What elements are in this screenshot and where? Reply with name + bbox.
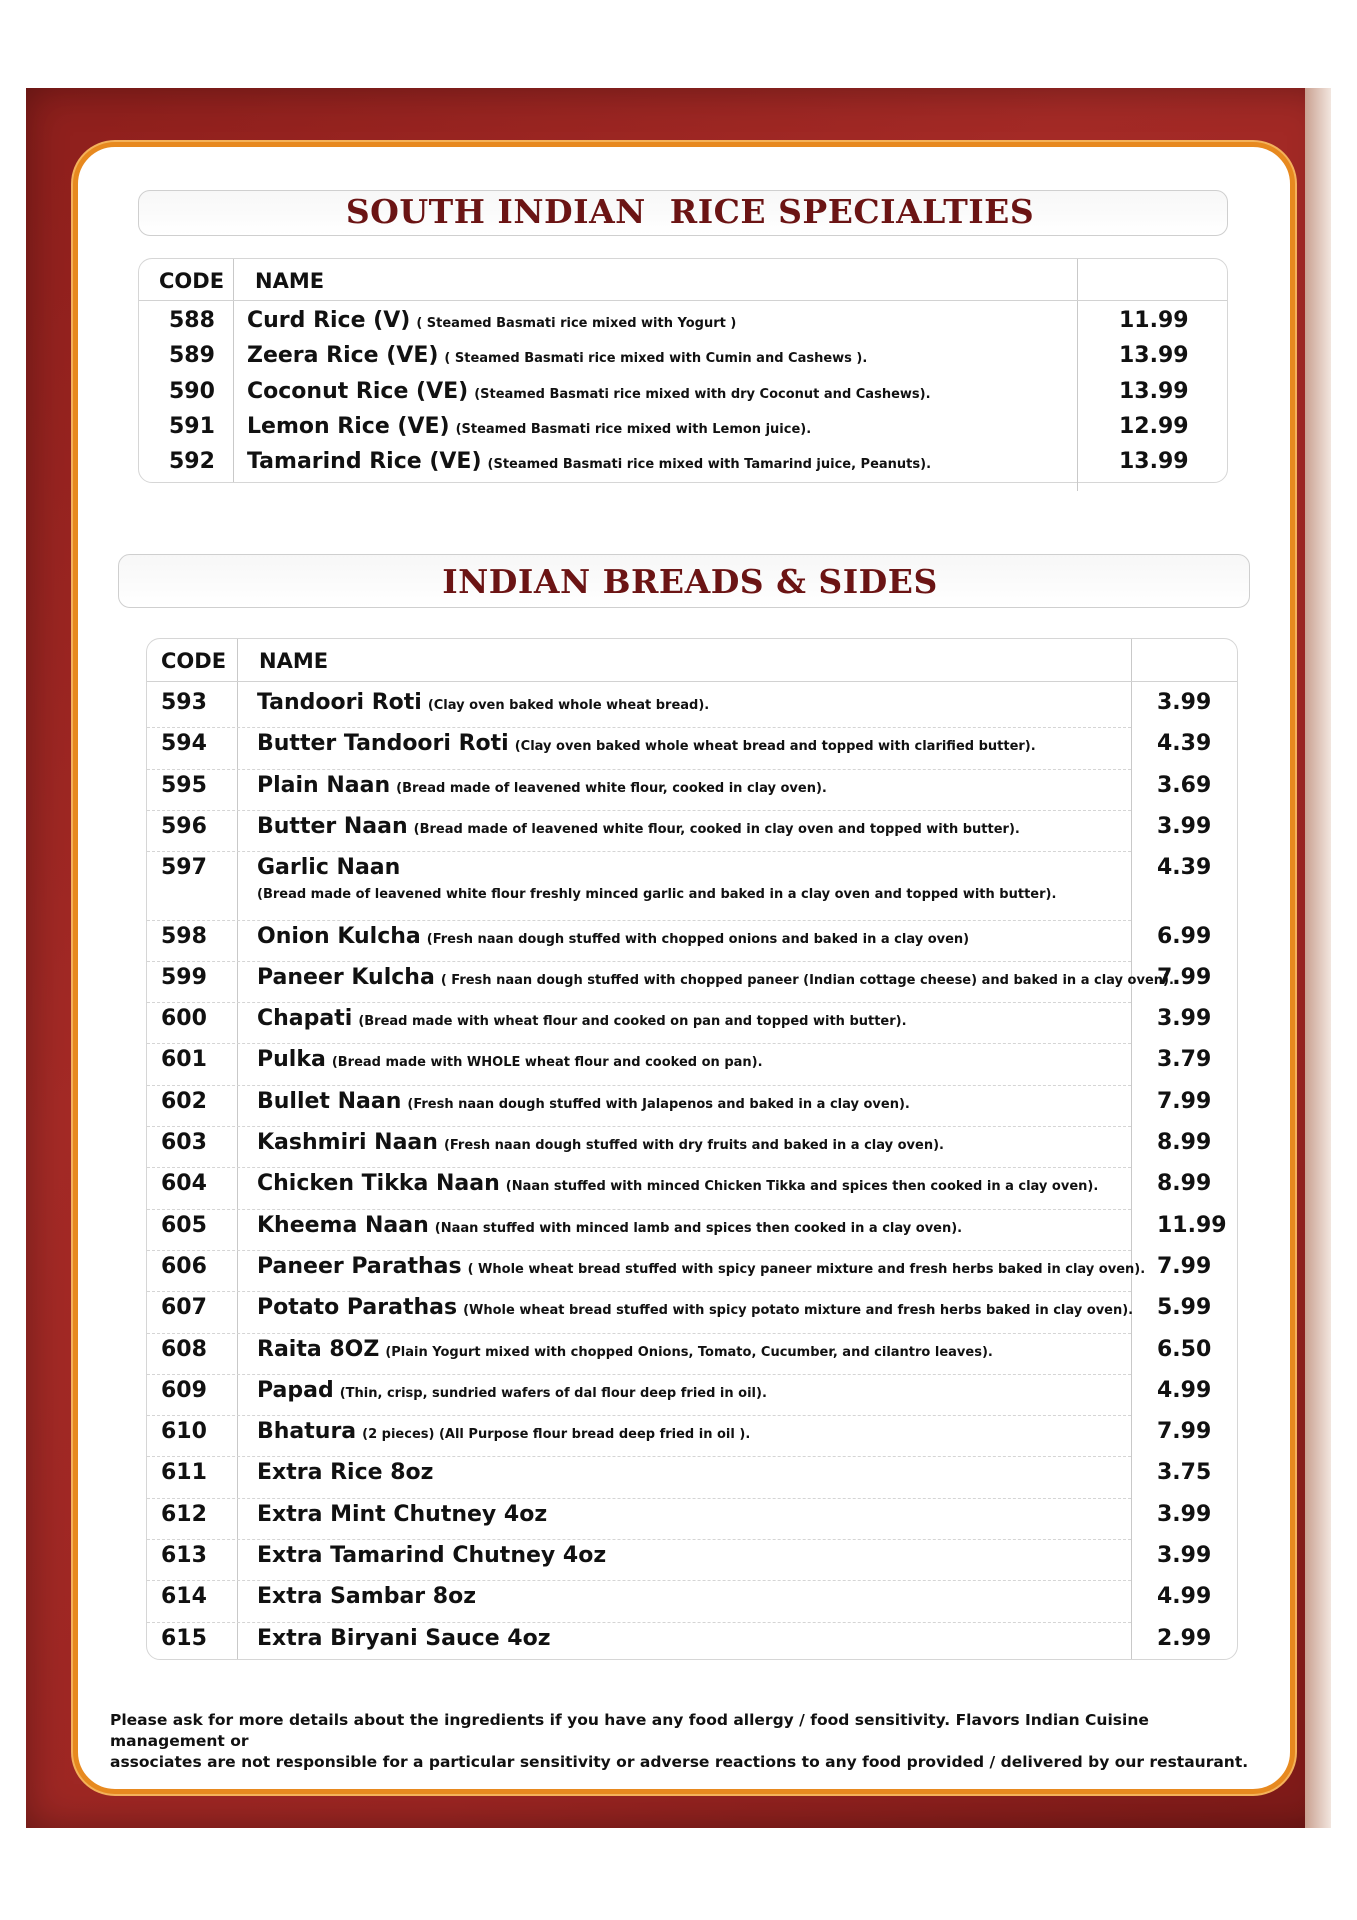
- rice-row-592: [139, 449, 1227, 483]
- item-price: 3.99: [1157, 690, 1212, 715]
- bread-row-603: [147, 1130, 1237, 1164]
- item-name-wrap: [257, 1543, 606, 1568]
- item-price: 12.99: [1119, 413, 1189, 439]
- item-price: 3.99: [1157, 1543, 1212, 1568]
- item-price: 7.99: [1157, 1419, 1212, 1445]
- item-price: 6.99: [1157, 923, 1212, 949]
- bread-row-612: [147, 1502, 1237, 1536]
- item-name: Kashmiri Naan: [257, 1130, 438, 1155]
- item-code: 615: [161, 1625, 207, 1651]
- item-code: 614: [161, 1584, 207, 1610]
- item-code: 593: [161, 690, 207, 715]
- item-price: 4.99: [1157, 1584, 1212, 1610]
- item-description: (Bread made with WHOLE wheat flour and cooked on pan).: [331, 1055, 763, 1071]
- item-code: 590: [169, 378, 215, 404]
- item-description: (Whole wheat bread stuffed with spicy potato mixture and fresh herbs baked in clay oven).: [463, 1303, 1134, 1319]
- rice-table: [138, 258, 1228, 483]
- item-description: (Fresh naan dough stuffed with Jalapenos and baked in a clay oven).: [407, 1096, 910, 1112]
- item-price: 4.99: [1157, 1377, 1212, 1403]
- row-separator: [147, 727, 1131, 728]
- item-name: Tandoori Roti: [257, 690, 422, 715]
- rice-header-line: [139, 300, 1227, 301]
- item-name-wrap: [257, 1378, 767, 1403]
- item-code: 588: [169, 308, 215, 333]
- bread-table: [146, 638, 1238, 1660]
- item-description: (Bread made with wheat flour and cooked on pan and topped with butter).: [358, 1014, 907, 1030]
- item-name-wrap: [257, 1171, 1098, 1196]
- item-code: 606: [161, 1253, 207, 1279]
- item-name-wrap: [247, 308, 736, 333]
- row-separator: [147, 1580, 1131, 1581]
- bread-row-607: [147, 1295, 1237, 1329]
- row-separator: [147, 1167, 1131, 1168]
- item-name: Potato Parathas: [257, 1295, 458, 1321]
- item-code: 600: [161, 1006, 207, 1032]
- row-separator: [147, 769, 1131, 770]
- item-name-wrap: [257, 690, 709, 715]
- item-price: 3.79: [1157, 1047, 1212, 1073]
- item-description: ( Whole wheat bread stuffed with spicy paneer mixture and fresh herbs baked in clay oven).: [467, 1261, 1146, 1277]
- item-name: Curd Rice (V): [247, 308, 411, 333]
- rice-row-589: [139, 343, 1227, 377]
- bread-header-name: NAME: [259, 649, 329, 673]
- item-code: 595: [161, 772, 207, 798]
- item-code: 602: [161, 1088, 207, 1114]
- item-name-wrap: [257, 1337, 993, 1362]
- bread-row-609: [147, 1378, 1237, 1412]
- item-name: Paneer Parathas: [257, 1253, 462, 1279]
- item-name: Lemon Rice (VE): [247, 413, 450, 439]
- item-name: Plain Naan: [257, 772, 391, 798]
- row-separator: [147, 1333, 1131, 1334]
- bread-row-613: [147, 1543, 1237, 1577]
- item-name: Chicken Tikka Naan: [257, 1171, 500, 1197]
- item-name-wrap: [257, 1254, 1145, 1279]
- bread-row-614: [147, 1584, 1237, 1618]
- item-code: 592: [169, 449, 215, 475]
- bread-row-608: [147, 1337, 1237, 1371]
- item-description: (Fresh naan dough stuffed with dry fruits and baked in a clay oven).: [443, 1138, 944, 1153]
- item-description: (Clay oven baked whole wheat bread).: [427, 698, 710, 713]
- item-price: 6.50: [1157, 1336, 1212, 1362]
- item-name-wrap: [257, 965, 1174, 990]
- bread-row-594: [147, 731, 1237, 765]
- item-name-wrap: [257, 1047, 763, 1072]
- item-description: ( Steamed Basmati rice mixed with Cumin and Cashews ).: [444, 351, 868, 367]
- item-price: 13.99: [1119, 449, 1189, 475]
- rice-row-591: [139, 414, 1227, 448]
- item-name-wrap: [257, 855, 400, 880]
- bread-header-line: [147, 681, 1237, 682]
- row-separator: [147, 810, 1131, 811]
- item-description: (Naan stuffed with minced Chicken Tikka and spices then cooked in a clay oven).: [505, 1179, 1099, 1195]
- row-separator: [147, 1250, 1131, 1251]
- row-separator: [147, 851, 1131, 852]
- allergy-disclaimer: [110, 1710, 1260, 1773]
- row-separator: [147, 1374, 1131, 1375]
- item-price: 5.99: [1157, 1295, 1212, 1321]
- row-separator: [147, 961, 1131, 962]
- item-description: (Steamed Basmati rice mixed with Lemon juice).: [455, 421, 812, 437]
- item-name-wrap: [257, 814, 1020, 839]
- item-name-wrap: [247, 449, 931, 474]
- item-name: Pulka: [257, 1047, 326, 1073]
- item-price: 13.99: [1119, 343, 1189, 369]
- item-name: Papad: [257, 1377, 334, 1403]
- item-price: 3.69: [1157, 772, 1212, 798]
- item-price: 7.99: [1157, 964, 1212, 990]
- item-name: Extra Rice 8oz: [257, 1460, 434, 1486]
- row-separator: [147, 1126, 1131, 1127]
- item-name: Extra Biryani Sauce 4oz: [257, 1625, 551, 1651]
- rice-row-588: [139, 308, 1227, 342]
- item-price: 3.99: [1157, 1501, 1212, 1527]
- item-description: (Clay oven baked whole wheat bread and topped with clarified butter).: [514, 739, 1036, 755]
- item-name-wrap: [257, 1213, 962, 1238]
- item-price: 11.99: [1119, 308, 1189, 333]
- bread-row-601: [147, 1047, 1237, 1081]
- bread-row-593: [147, 690, 1237, 724]
- item-name-wrap: [257, 1006, 907, 1031]
- item-price: 7.99: [1157, 1253, 1212, 1279]
- row-separator: [147, 1415, 1131, 1416]
- item-description: (Thin, crisp, sundried wafers of dal flour deep fried in oil).: [339, 1385, 767, 1401]
- row-separator: [147, 1043, 1131, 1044]
- bread-row-596: [147, 814, 1237, 848]
- item-description: (Bread made of leavened white flour, cooked in clay oven and topped with butter).: [413, 821, 1020, 837]
- bread-row-597: [147, 855, 1237, 903]
- item-code: 601: [161, 1047, 207, 1073]
- row-separator: [147, 920, 1131, 921]
- item-code: 608: [161, 1336, 207, 1362]
- row-separator: [147, 1622, 1131, 1623]
- bread-row-600: [147, 1006, 1237, 1040]
- item-name: Garlic Naan: [257, 855, 401, 881]
- row-separator: [147, 1498, 1131, 1499]
- bread-row-615: [147, 1626, 1237, 1660]
- bread-section-title: INDIAN BREADS & SIDES: [442, 562, 938, 601]
- item-name-wrap: [257, 1089, 910, 1114]
- item-description: (2 pieces) (All Purpose flour bread deep fried in oil ).: [362, 1427, 751, 1443]
- item-name: Tamarind Rice (VE): [247, 449, 482, 475]
- item-code: 589: [169, 343, 215, 369]
- item-name: Zeera Rice (VE): [247, 343, 439, 369]
- item-name-wrap: [257, 1295, 1133, 1320]
- item-code: 609: [161, 1377, 207, 1403]
- item-code: 611: [161, 1460, 207, 1486]
- item-description: (Bread made of leavened white flour freshly minced garlic and baked in a clay oven and topped with butter).: [257, 887, 1057, 903]
- item-code: 603: [161, 1130, 207, 1155]
- item-price: 4.39: [1157, 855, 1212, 881]
- item-name: Kheema Naan: [257, 1212, 429, 1238]
- bread-row-602: [147, 1089, 1237, 1123]
- bread-row-605: [147, 1213, 1237, 1247]
- item-description: (Steamed Basmati rice mixed with dry Coconut and Cashews).: [474, 386, 931, 402]
- row-separator: [147, 1456, 1131, 1457]
- rice-header-code: CODE: [159, 269, 225, 293]
- item-name: Onion Kulcha: [257, 923, 421, 949]
- rice-row-590: [139, 379, 1227, 413]
- item-name-wrap: [257, 1130, 944, 1155]
- item-name-wrap: [257, 1460, 433, 1485]
- item-code: 594: [161, 731, 207, 757]
- bread-row-604: [147, 1171, 1237, 1205]
- item-name-wrap: [257, 731, 1036, 756]
- bread-row-598: [147, 924, 1237, 958]
- item-name: Chapati: [257, 1006, 353, 1032]
- item-code: 596: [161, 813, 207, 839]
- item-name: Raita 8OZ: [257, 1336, 380, 1362]
- item-name: Extra Sambar 8oz: [257, 1584, 477, 1610]
- item-description: (Bread made of leavened white flour, cooked in clay oven).: [396, 780, 827, 796]
- item-price: 4.39: [1157, 731, 1212, 757]
- bread-row-599: [147, 965, 1237, 999]
- item-description: (Plain Yogurt mixed with chopped Onions, Tomato, Cucumber, and cilantro leaves).: [385, 1344, 993, 1360]
- item-name-wrap: [257, 1584, 476, 1609]
- rice-header-name: NAME: [255, 269, 325, 293]
- item-price: 7.99: [1157, 1088, 1212, 1114]
- item-code: 613: [161, 1543, 207, 1568]
- bread-row-606: [147, 1254, 1237, 1288]
- item-price: 11.99: [1157, 1212, 1227, 1238]
- item-name: Bhatura: [257, 1419, 357, 1445]
- item-description: ( Fresh naan dough stuffed with chopped paneer (Indian cottage cheese) and baked in a clay oven).: [440, 972, 1174, 988]
- item-name: Butter Naan: [257, 813, 408, 839]
- item-code: 598: [161, 923, 207, 949]
- item-code: 597: [161, 855, 207, 881]
- row-separator: [147, 1002, 1131, 1003]
- item-name-wrap: [257, 1626, 551, 1651]
- item-code: 591: [169, 413, 215, 439]
- item-code: 605: [161, 1212, 207, 1238]
- item-price: 3.75: [1157, 1460, 1212, 1486]
- row-separator: [147, 1539, 1131, 1540]
- item-name-wrap: [247, 343, 867, 368]
- item-name-wrap: [257, 924, 969, 949]
- item-name-wrap: [257, 1419, 750, 1444]
- item-name: Butter Tandoori Roti: [257, 731, 509, 757]
- item-price: 3.99: [1157, 1006, 1212, 1032]
- item-name-wrap: [247, 414, 811, 439]
- item-name: Extra Mint Chutney 4oz: [257, 1501, 548, 1527]
- item-description: (Steamed Basmati rice mixed with Tamarind juice, Peanuts).: [487, 457, 932, 473]
- bread-row-611: [147, 1460, 1237, 1494]
- disclaimer-line-2: associates are not responsible for a particular sensitivity or adverse reactions to any food provided / delivered by our restaurant.: [110, 1753, 1249, 1771]
- item-code: 599: [161, 964, 207, 990]
- row-separator: [147, 1291, 1131, 1292]
- row-separator: [147, 1085, 1131, 1086]
- row-separator: [147, 1209, 1131, 1210]
- item-price: 2.99: [1157, 1625, 1212, 1651]
- item-price: 13.99: [1119, 378, 1189, 404]
- item-description: (Naan stuffed with minced lamb and spices then cooked in a clay oven).: [434, 1220, 963, 1236]
- item-description: ( Steamed Basmati rice mixed with Yogurt ): [416, 316, 737, 331]
- bread-row-610: [147, 1419, 1237, 1453]
- item-code: 607: [161, 1295, 207, 1321]
- bread-header-code: CODE: [161, 649, 227, 673]
- item-name-wrap: [257, 773, 827, 798]
- item-price: 3.99: [1157, 813, 1212, 839]
- disclaimer-line-1: Please ask for more details about the ingredients if you have any food allergy / food sensitivity. Flavors Indian Cuisine management or: [110, 1711, 1149, 1750]
- item-name: Coconut Rice (VE): [247, 378, 469, 404]
- item-name-wrap: [247, 379, 931, 404]
- item-code: 604: [161, 1171, 207, 1197]
- item-name: Bullet Naan: [257, 1088, 402, 1114]
- item-name-wrap: [257, 1502, 547, 1527]
- bread-row-595: [147, 773, 1237, 807]
- item-code: 612: [161, 1501, 207, 1527]
- item-price: 8.99: [1157, 1171, 1212, 1197]
- rice-section-title: SOUTH INDIAN RICE SPECIALTIES: [345, 192, 1035, 231]
- item-name: Extra Tamarind Chutney 4oz: [257, 1543, 607, 1568]
- item-code: 610: [161, 1419, 207, 1445]
- item-name: Paneer Kulcha: [257, 964, 435, 990]
- item-description: (Fresh naan dough stuffed with chopped onions and baked in a clay oven): [426, 931, 970, 947]
- item-price: 8.99: [1157, 1130, 1212, 1155]
